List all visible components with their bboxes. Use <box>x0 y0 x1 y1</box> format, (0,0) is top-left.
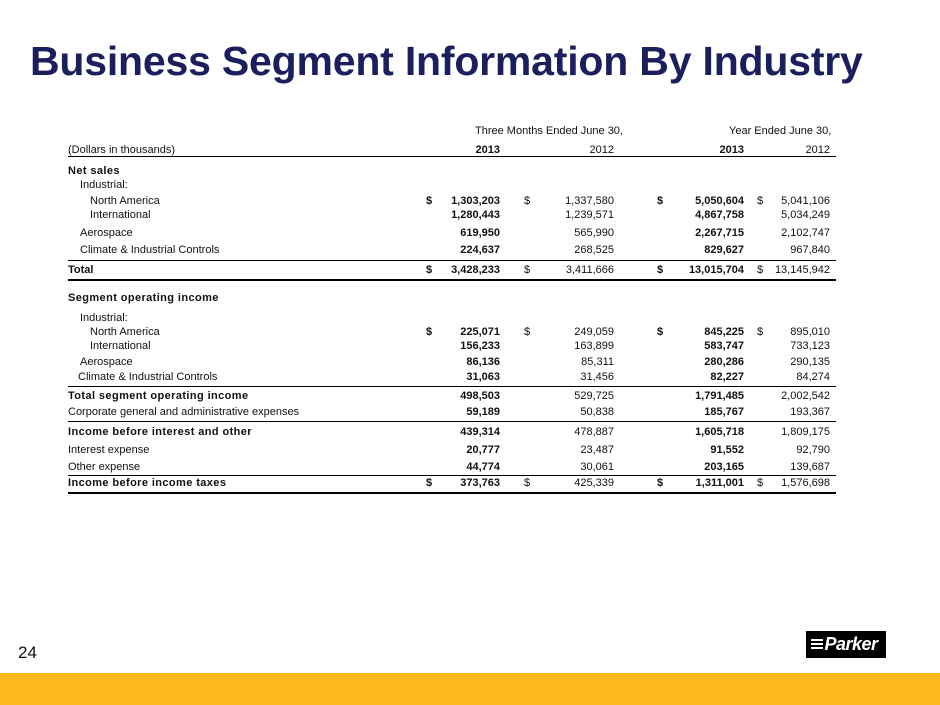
total-rule <box>68 492 836 494</box>
year-header-2013-fy: 2013 <box>719 144 744 156</box>
value-2012-fy: 733,123 <box>790 340 830 352</box>
row-label: Aerospace <box>80 356 133 368</box>
subtotal-rule <box>68 260 836 261</box>
value-2013-fy: 583,747 <box>704 340 744 352</box>
value-2013-fy: 2,267,715 <box>695 227 744 239</box>
value-2012-q: 163,899 <box>574 340 614 352</box>
currency-sign: $ <box>657 326 664 338</box>
value-2013-fy: 203,165 <box>704 461 744 473</box>
value-2013-fy: 1,605,718 <box>695 426 744 438</box>
row-label: Climate & Industrial Controls <box>80 244 220 256</box>
industrial-label: Industrial: <box>80 179 128 191</box>
value-2013-fy: 82,227 <box>710 371 744 383</box>
net-sales-climate-row <box>68 243 836 258</box>
value-2013-fy: 1,791,485 <box>695 390 744 402</box>
value-2013-fy: 5,050,604 <box>695 195 744 207</box>
row-label: Total <box>68 264 94 276</box>
net-sales-aerospace-row <box>68 226 836 241</box>
value-2012-q: 425,339 <box>574 477 614 489</box>
logo-text: Parker <box>824 634 878 654</box>
value-2012-q: 30,061 <box>580 461 614 473</box>
income-before-interest-row <box>68 425 836 440</box>
value-2013-q: 156,233 <box>460 340 500 352</box>
currency-sign: $ <box>524 477 531 489</box>
value-2013-q: 224,637 <box>460 244 500 256</box>
row-label: North America <box>90 195 160 207</box>
value-2013-q: 439,314 <box>460 426 500 438</box>
value-2012-q: 1,239,571 <box>565 209 614 221</box>
value-2012-q: 249,059 <box>574 326 614 338</box>
currency-sign: $ <box>426 477 433 489</box>
logo-stripes-icon <box>811 639 823 650</box>
value-2013-fy: 91,552 <box>710 444 744 456</box>
value-2012-q: 50,838 <box>580 406 614 418</box>
value-2013-q: 619,950 <box>460 227 500 239</box>
row-label: Income before income taxes <box>68 477 227 489</box>
section-heading: Segment operating income <box>68 292 219 304</box>
currency-sign: $ <box>757 477 764 489</box>
currency-sign: $ <box>757 326 764 338</box>
value-2012-fy: 1,809,175 <box>781 426 830 438</box>
net-sales-international-row <box>68 208 836 223</box>
value-2012-fy: 193,367 <box>790 406 830 418</box>
units-label: (Dollars in thousands) <box>68 144 175 156</box>
value-2012-fy: 13,145,942 <box>774 264 830 276</box>
row-label: Total segment operating income <box>68 390 249 402</box>
net-sales-heading-row <box>68 164 836 179</box>
row-label: Corporate general and administrative expenses <box>68 406 300 418</box>
value-2013-q: 373,763 <box>460 477 500 489</box>
value-2013-fy: 4,867,758 <box>695 209 744 221</box>
currency-sign: $ <box>757 264 764 276</box>
value-2013-q: 86,136 <box>466 356 500 368</box>
value-2012-q: 31,456 <box>580 371 614 383</box>
value-2012-fy: 290,135 <box>790 356 830 368</box>
year-header-2012-q: 2012 <box>589 144 614 156</box>
currency-sign: $ <box>657 195 664 207</box>
other-expense-row <box>68 460 836 475</box>
segment-north-america-row <box>68 325 836 340</box>
parker-logo <box>806 631 886 658</box>
net-sales-total-row <box>68 263 836 278</box>
subtotal-rule <box>68 421 836 422</box>
row-label: Aerospace <box>80 227 133 239</box>
net-sales-north-america-row <box>68 194 836 209</box>
group-header-three-months: Three Months Ended June 30, <box>475 125 623 137</box>
currency-sign: $ <box>524 195 531 207</box>
value-2013-q: 31,063 <box>466 371 500 383</box>
segment-total-row <box>68 389 836 404</box>
value-2013-q: 498,503 <box>460 390 500 402</box>
row-label: Interest expense <box>68 444 150 456</box>
value-2012-fy: 2,002,542 <box>781 390 830 402</box>
value-2012-fy: 967,840 <box>790 244 830 256</box>
income-before-taxes-row <box>68 476 836 491</box>
value-2012-q: 1,337,580 <box>565 195 614 207</box>
value-2012-fy: 5,041,106 <box>781 195 830 207</box>
value-2013-fy: 829,627 <box>704 244 744 256</box>
value-2012-fy: 139,687 <box>790 461 830 473</box>
segment-income-heading-row <box>68 291 836 306</box>
value-2012-q: 529,725 <box>574 390 614 402</box>
footer-accent-bar <box>0 673 940 705</box>
value-2013-fy: 1,311,001 <box>695 477 744 489</box>
row-label: Climate & Industrial Controls <box>78 371 218 383</box>
value-2012-fy: 84,274 <box>796 371 830 383</box>
currency-sign: $ <box>524 326 531 338</box>
value-2013-q: 225,071 <box>460 326 500 338</box>
value-2012-q: 85,311 <box>581 356 614 368</box>
value-2013-q: 3,428,233 <box>451 264 500 276</box>
row-label: Income before interest and other <box>68 426 252 438</box>
row-label: North America <box>90 326 160 338</box>
value-2012-q: 23,487 <box>580 444 614 456</box>
slide-title: Business Segment Information By Industry <box>30 38 863 84</box>
currency-sign: $ <box>426 195 433 207</box>
header-rule <box>68 156 836 157</box>
segment-climate-row <box>68 370 836 385</box>
page-number: 24 <box>18 643 37 662</box>
value-2013-fy: 280,286 <box>704 356 744 368</box>
corporate-expense-row <box>68 405 836 420</box>
value-2012-fy: 5,034,249 <box>781 209 830 221</box>
value-2012-fy: 92,790 <box>796 444 830 456</box>
value-2013-fy: 185,767 <box>704 406 744 418</box>
currency-sign: $ <box>657 477 664 489</box>
value-2012-q: 3,411,666 <box>565 264 614 276</box>
value-2013-q: 20,777 <box>466 444 500 456</box>
value-2013-fy: 13,015,704 <box>688 264 744 276</box>
row-label: Other expense <box>68 461 141 473</box>
segment-industrial-row <box>68 311 836 326</box>
year-header-2012-fy: 2012 <box>805 144 830 156</box>
value-2013-q: 1,280,443 <box>451 209 500 221</box>
currency-sign: $ <box>426 326 433 338</box>
row-label: International <box>90 209 151 221</box>
section-heading: Net sales <box>68 165 120 177</box>
net-sales-industrial-row <box>68 178 836 193</box>
currency-sign: $ <box>426 264 433 276</box>
value-2012-q: 268,525 <box>574 244 614 256</box>
total-rule <box>68 279 836 281</box>
segment-aerospace-row <box>68 355 836 370</box>
value-2013-q: 44,774 <box>466 461 500 473</box>
row-label: International <box>90 340 151 352</box>
currency-sign: $ <box>757 195 764 207</box>
currency-sign: $ <box>657 264 664 276</box>
year-header-2013-q: 2013 <box>475 144 500 156</box>
industrial-label: Industrial: <box>80 312 128 324</box>
subtotal-rule <box>68 386 836 387</box>
segment-international-row <box>68 339 836 354</box>
value-2012-q: 565,990 <box>574 227 614 239</box>
value-2012-fy: 2,102,747 <box>781 227 830 239</box>
value-2013-fy: 845,225 <box>704 326 744 338</box>
value-2013-q: 1,303,203 <box>451 195 500 207</box>
value-2013-q: 59,189 <box>466 406 500 418</box>
value-2012-fy: 895,010 <box>790 326 830 338</box>
interest-expense-row <box>68 443 836 458</box>
value-2012-fy: 1,576,698 <box>781 477 830 489</box>
group-header-year: Year Ended June 30, <box>729 125 832 137</box>
value-2012-q: 478,887 <box>574 426 614 438</box>
currency-sign: $ <box>524 264 531 276</box>
